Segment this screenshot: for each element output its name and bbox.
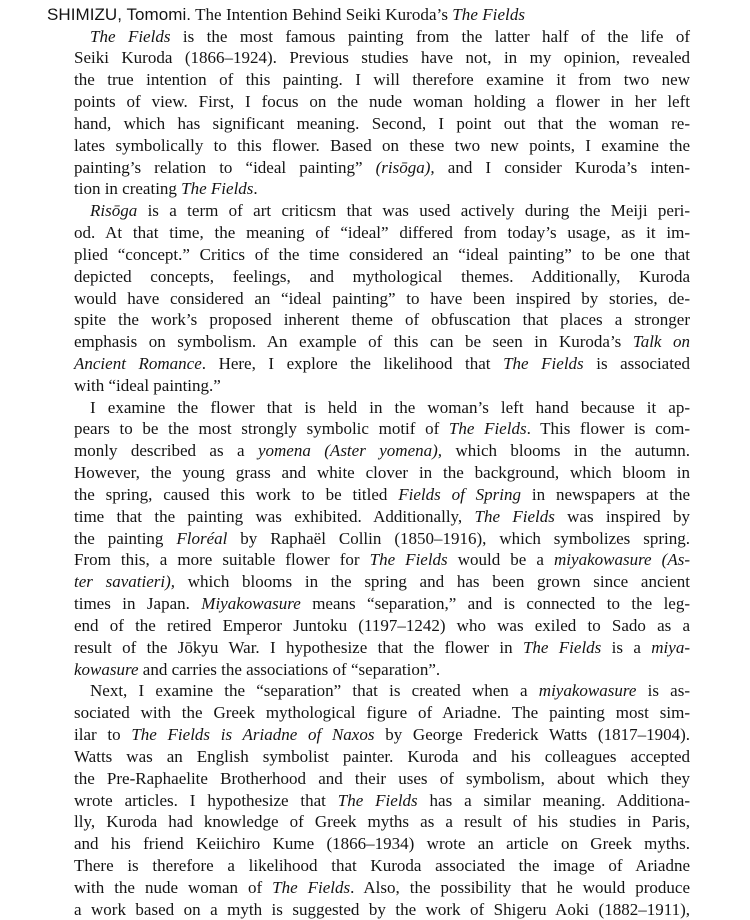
body-text: with the nude woman of [74, 877, 273, 897]
italic-text: The Fields [522, 637, 602, 657]
body-text: . [253, 179, 258, 199]
body-line [74, 375, 690, 397]
body-text: which blooms in the spring and has been grown since ancient [175, 572, 690, 592]
body-text: plied “concept.” Critics of the time considered an “ideal painting” to be one that [74, 244, 690, 264]
body-line [74, 659, 690, 681]
italic-text: Floréal [176, 528, 228, 548]
body-text: points of view. First, I focus on the nude woman holding a flower in her left [74, 92, 690, 111]
body-text: hand, which has significant meaning. Second, I point out that the woman re- [74, 113, 690, 133]
body-text: . Here, I explore the likelihood that [201, 353, 504, 373]
italic-text: (risōga), [375, 157, 435, 177]
body-line [74, 702, 690, 724]
body-text: was inspired by [554, 506, 690, 526]
body-line [74, 724, 690, 746]
body-text: . This flower is com- [526, 419, 691, 439]
body-text: would have considered an “ideal painting” to have been inspired by stories, de- [74, 288, 690, 308]
italic-text: yomena (Aster yomena), [257, 441, 443, 461]
body-text: is as- [636, 681, 690, 701]
article-title-prefix: The Intention Behind Seiki Kuroda’s [195, 5, 453, 24]
body-line [74, 593, 690, 615]
body-text: end of the retired Emperor Juntoku (1197–1242) who was exiled to Sado as a [74, 615, 690, 635]
body-line [74, 244, 690, 266]
italic-text: Talk on [632, 332, 690, 352]
body-line [90, 200, 690, 222]
body-line [74, 746, 690, 768]
body-text: spite the work’s proposed inherent theme of obfuscation that places a stronger [74, 310, 690, 330]
body-text: the painting [74, 528, 177, 548]
body-text: . Also, the possibility that he would produce [350, 877, 690, 897]
body-line [74, 899, 690, 920]
body-text: has a similar meaning. Additiona- [417, 790, 690, 810]
body-text: the spring, caused this work to be titled [74, 484, 399, 504]
italic-text: The Fields [474, 506, 555, 526]
body-text: the Pre-Raphaelite Brotherhood and their uses of symbolism, about which they [74, 768, 690, 788]
italic-text: The Fields [90, 26, 171, 46]
body-line [74, 178, 690, 200]
italic-text: miyakowasure (As- [554, 550, 690, 570]
italic-text: ter savatieri), [74, 572, 176, 592]
italic-text: The Fields [337, 790, 418, 810]
body-line [74, 113, 690, 135]
body-line [90, 397, 690, 419]
body-line [74, 615, 690, 637]
body-line [74, 790, 690, 812]
body-line [74, 637, 690, 659]
body-text: However, the young grass and white clover in the background, which bloom in [74, 463, 690, 483]
body-line [74, 484, 690, 506]
body-line [74, 811, 690, 833]
italic-text: The Fields [369, 550, 448, 570]
body-text: sociated with the Greek mythological figure of Ariadne. The painting most sim- [74, 703, 690, 723]
body-text: means “separation,” and is connected to the leg- [300, 594, 691, 614]
body-text: and I consider Kuroda’s inten- [434, 157, 690, 177]
body-line [74, 833, 690, 855]
body-line [74, 222, 690, 244]
italic-text: miya- [651, 637, 690, 657]
body-text: emphasis on symbolism. An example of this can be seen in Kuroda’s [74, 332, 633, 352]
italic-text: miyakowasure [538, 681, 637, 701]
body-text: which blooms in the autumn. [442, 441, 690, 461]
body-text: and his friend Keiichiro Kume (1866–1934) wrote an article on Greek myths. [74, 834, 690, 854]
body-line [90, 26, 690, 48]
body-text: pears to be the most strongly symbolic motif of [74, 419, 449, 439]
body-text: lates symbolically to this flower. Based on these two new points, I examine the [74, 135, 690, 155]
body-line [74, 266, 690, 288]
body-text: in newspapers at the [521, 484, 690, 504]
body-text: I examine the flower that is held in the woman’s left hand because it ap- [90, 397, 690, 417]
italic-text: The Fields [448, 419, 527, 439]
italic-text: Fields of Spring [398, 484, 522, 504]
body-line [74, 331, 690, 353]
body-line [74, 157, 690, 179]
body-text: a work based on a myth is suggested by the work of Shigeru Aoki (1882–1911), [74, 899, 690, 919]
body-line [90, 680, 690, 702]
article-heading [47, 4, 525, 25]
italic-text: Miyakowasure [201, 594, 301, 614]
body-text: Next, I examine the “separation” that is created when a [90, 681, 539, 701]
body-line [74, 440, 690, 462]
body-text: with “ideal painting.” [74, 375, 221, 395]
body-text: od. At that time, the meaning of “ideal” differed from today’s usage, as it im- [74, 223, 690, 242]
body-text: by George Frederick Watts (1817–1904). [374, 725, 690, 745]
italic-text: The Fields [272, 877, 351, 897]
body-text: time that the painting was exhibited. Additionally, [74, 506, 475, 526]
author-name: SHIMIZU, Tomomi. [47, 5, 192, 24]
body-line [74, 418, 690, 440]
body-text: times in Japan. [74, 594, 202, 614]
italic-text: The Fields [503, 353, 584, 373]
body-line [74, 47, 690, 69]
body-line [74, 855, 690, 877]
body-text: by Raphaël Collin (1850–1916), which symbolizes spring. [227, 528, 690, 548]
body-line [74, 69, 690, 91]
body-text: the true intention of this painting. I will therefore examine it from two new [74, 70, 690, 90]
body-text: Seiki Kuroda (1866–1924). Previous studies have not, in my opinion, revealed [74, 48, 690, 68]
body-line [74, 528, 690, 550]
body-text: is the most famous painting from the latter half of the life of [170, 26, 690, 46]
body-text: tion in creating [74, 179, 182, 199]
body-line [74, 353, 690, 375]
body-text: wrote articles. I hypothesize that [74, 790, 338, 810]
body-text: is a [601, 637, 652, 657]
body-text: painting’s relation to “ideal painting” [74, 157, 376, 177]
body-line [74, 549, 690, 571]
body-line [74, 506, 690, 528]
body-text: There is therefore a likelihood that Kuroda associated the image of Ariadne [74, 856, 690, 875]
italic-text: The Fields is Ariadne of Naxos [131, 725, 375, 745]
body-text: is a term of art criticsm that was used actively during the Meiji peri- [137, 201, 690, 221]
italic-text: Risōga [90, 201, 138, 221]
body-text: depicted concepts, feelings, and mythological themes. Additionally, Kuroda [74, 266, 690, 286]
body-text: and carries the associations of “separation”. [138, 659, 441, 679]
body-line [74, 91, 690, 113]
body-text: would be a [447, 550, 555, 570]
body-text: lly, Kuroda had knowledge of Greek myths as a result of his studies in Paris, [74, 812, 690, 832]
body-line [74, 768, 690, 790]
italic-text: kowasure [74, 659, 139, 679]
body-line [74, 288, 690, 310]
body-text: is associated [583, 353, 690, 373]
body-line [74, 462, 690, 484]
body-line [74, 135, 690, 157]
body-text: Watts was an English symbolist painter. Kuroda and his colleagues accepted [74, 746, 690, 766]
body-line [74, 309, 690, 331]
italic-text: The Fields [181, 179, 254, 199]
body-text: ilar to [74, 725, 132, 745]
body-line [74, 877, 690, 899]
italic-text: Ancient Romance [74, 353, 202, 373]
body-line [74, 571, 690, 593]
article-title-italic: The Fields [452, 5, 526, 24]
body-text: result of the Jōkyu War. I hypothesize that the flower in [74, 637, 523, 657]
body-text: From this, a more suitable flower for [74, 550, 370, 570]
body-text: monly described as a [74, 441, 258, 461]
